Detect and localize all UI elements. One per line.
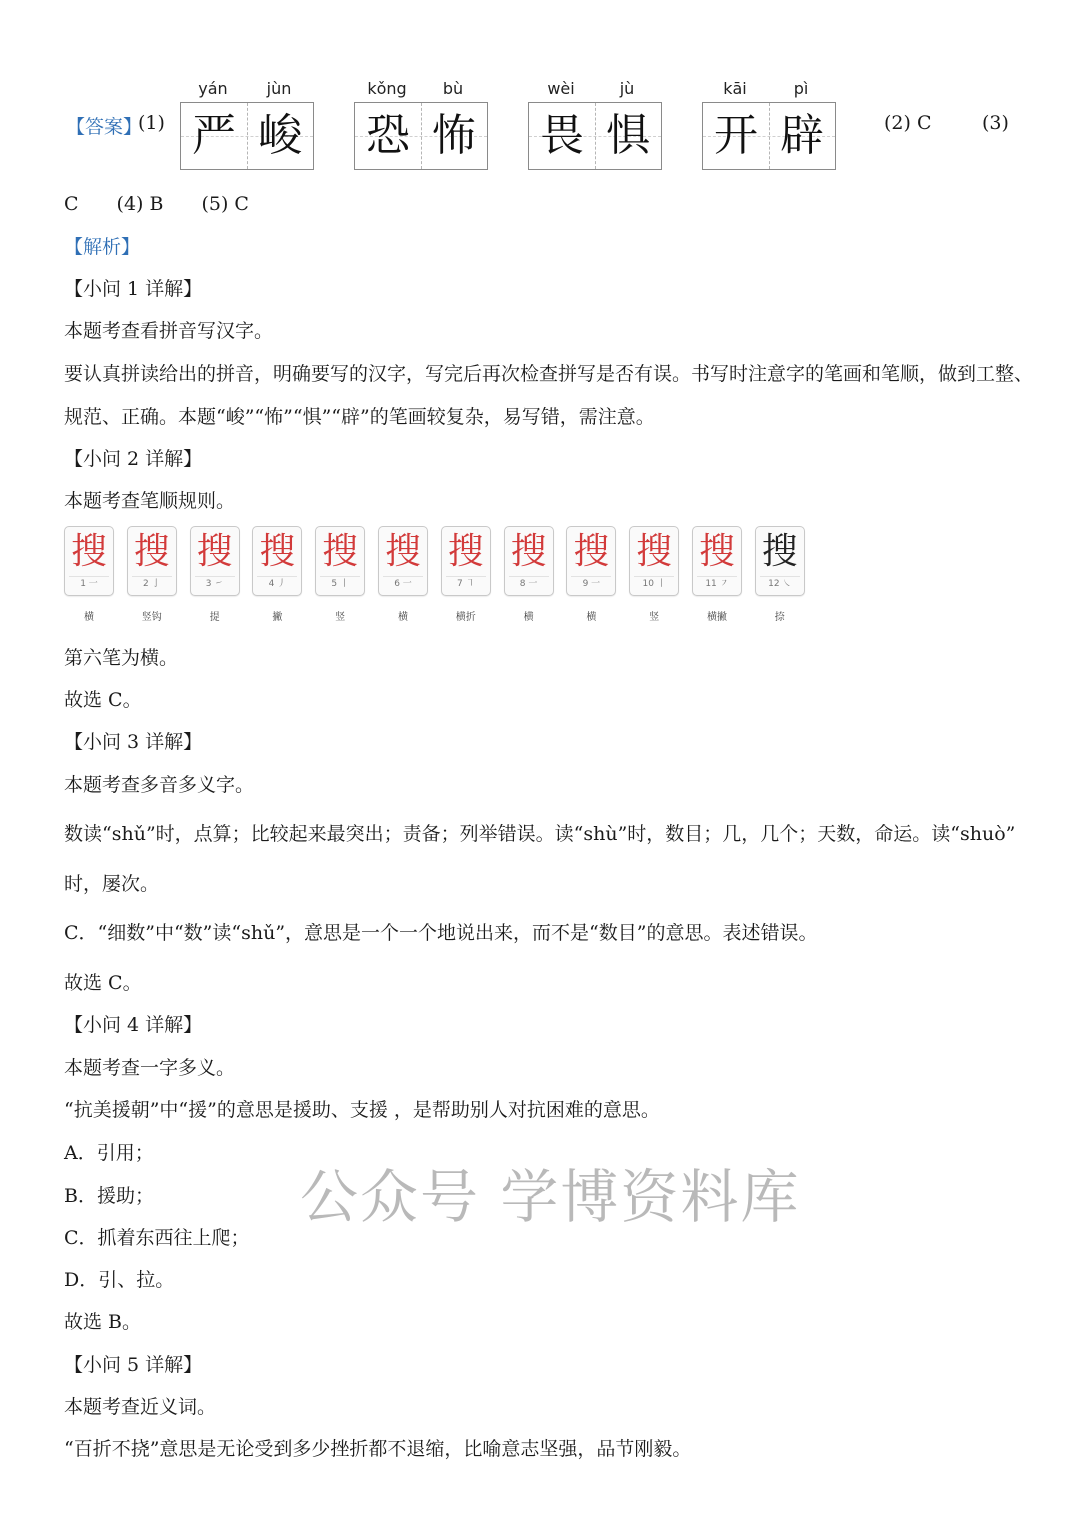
- stroke-name: 横: [84, 612, 94, 623]
- stroke-number: 11 ㇇: [697, 576, 737, 591]
- stroke-step: [566, 526, 616, 623]
- section-5-para-1: 本题考查近义词。: [64, 1396, 217, 1418]
- stroke-step: [315, 526, 365, 623]
- stroke-step: [127, 526, 177, 623]
- section-2-para-1: 本题考查笔顺规则。: [64, 490, 236, 512]
- pinyin-label: jù: [619, 79, 635, 98]
- section-1-title: 【小问 1 详解】: [64, 278, 203, 300]
- stroke-order-chart: [64, 526, 824, 626]
- stroke-number: 6 一: [383, 576, 423, 591]
- stroke-character: 搜: [698, 531, 735, 572]
- stroke-name: 横: [398, 612, 408, 623]
- stroke-card: [64, 526, 114, 596]
- stroke-card: [566, 526, 616, 596]
- stroke-name: 横: [523, 612, 534, 623]
- section-3-para-1: 本题考查多音多义字。: [64, 774, 255, 796]
- section-5-title: 【小问 5 详解】: [64, 1354, 203, 1376]
- stroke-card: [504, 526, 554, 596]
- character-writing-box: [354, 102, 488, 170]
- stroke-character: 搜: [510, 531, 547, 572]
- stroke-card: [190, 526, 240, 596]
- stroke-name: 提: [209, 612, 220, 623]
- answer-character: 惧: [606, 110, 650, 161]
- section-1-para-2: 要认真拼读给出的拼音，明确要写的汉字，写完后再次检查拼写是否有误。书写时注意字的笔画和笔顺，做到工整、: [64, 363, 1034, 385]
- analysis-label: 【解析】: [64, 236, 141, 258]
- answer-character: 恐: [366, 110, 410, 161]
- character-writing-box: [180, 102, 314, 170]
- section-4-para-2: “抗美援朝”中“援”的意思是援助、支援 ，是帮助别人对抗困难的意思。: [64, 1099, 660, 1121]
- pinyin-label: bù: [442, 79, 464, 98]
- answer-label: 【答案】: [66, 116, 143, 138]
- stroke-card: [315, 526, 365, 596]
- stroke-number: 3 ㇀: [195, 576, 235, 591]
- stroke-step: [252, 526, 302, 623]
- stroke-name: 竖: [335, 612, 346, 623]
- section-3-answer: 故选 C。: [64, 972, 142, 994]
- stroke-number: 10 丨: [634, 576, 674, 591]
- answer-character: 畏: [540, 110, 584, 161]
- section-4-option-c: C．抓着东西往上爬；: [64, 1227, 250, 1249]
- answer-q3-label: (3): [982, 112, 1009, 134]
- stroke-character: 搜: [573, 531, 610, 572]
- stroke-character: 搜: [133, 531, 170, 572]
- stroke-character: 搜: [447, 531, 484, 572]
- stroke-number: 12 ㇏: [760, 576, 800, 591]
- stroke-number: 4 丿: [257, 576, 297, 591]
- stroke-name: 竖: [649, 612, 660, 623]
- stroke-name: 横撇: [707, 612, 727, 623]
- stroke-number: 8 一: [509, 576, 549, 591]
- stroke-name: 捺: [774, 612, 785, 623]
- pinyin-label: kāi: [723, 79, 747, 98]
- stroke-card: [441, 526, 491, 596]
- answer-q2: (2) C: [884, 112, 932, 134]
- stroke-name: 竖钩: [141, 612, 162, 623]
- answer-line-2: C (4) B (5) C: [64, 193, 249, 215]
- stroke-number: 1 一: [69, 576, 109, 591]
- pinyin-label: pì: [793, 79, 809, 98]
- answer-character: 严: [192, 110, 236, 161]
- stroke-number: 2 亅: [132, 576, 172, 591]
- stroke-step: [504, 526, 554, 623]
- stroke-card: [378, 526, 428, 596]
- section-4-option-a: A．引用；: [64, 1142, 154, 1164]
- stroke-card: [629, 526, 679, 596]
- section-3-title: 【小问 3 详解】: [64, 731, 203, 753]
- stroke-character: 搜: [322, 531, 359, 572]
- stroke-name: 横: [586, 612, 597, 623]
- pinyin-label: jùn: [266, 79, 292, 98]
- stroke-card: [127, 526, 177, 596]
- stroke-character: 搜: [70, 531, 107, 572]
- stroke-step: [629, 526, 679, 623]
- stroke-step: [378, 526, 428, 623]
- character-writing-box: [702, 102, 836, 170]
- section-4-answer: 故选 B。: [64, 1311, 142, 1333]
- stroke-number: 5 丨: [320, 576, 360, 591]
- stroke-character: 搜: [761, 531, 798, 572]
- stroke-card: [252, 526, 302, 596]
- section-4-para-1: 本题考查一字多义。: [64, 1057, 236, 1079]
- answer-character: 辟: [780, 110, 824, 161]
- stroke-character: 搜: [196, 531, 233, 572]
- stroke-step: [190, 526, 240, 623]
- section-4-title: 【小问 4 详解】: [64, 1014, 203, 1036]
- section-3-para-3: 时，屡次。: [64, 873, 160, 895]
- answer-character: 怖: [432, 110, 476, 161]
- section-1-para-3: 规范、正确。本题“峻”“怖”“惧”“辟”的笔画较复杂，易写错，需注意。: [64, 406, 655, 428]
- stroke-name: 横折: [455, 612, 476, 623]
- section-1-para-1: 本题考查看拼音写汉字。: [64, 320, 274, 342]
- stroke-card: [692, 526, 742, 596]
- section-4-option-b: B．援助；: [64, 1185, 154, 1207]
- stroke-character: 搜: [259, 531, 296, 572]
- watermark: 公众号 学博资料库: [300, 1163, 801, 1231]
- stroke-step: [441, 526, 491, 623]
- stroke-step: [692, 526, 742, 623]
- section-3-para-2: 数读“shǔ”时，点算；比较起来最突出；责备；列举错误。读“shù”时，数目；几，几个；天数，命运。读“shuò”: [64, 823, 1016, 845]
- stroke-number: 7 ㇕: [446, 576, 486, 591]
- stroke-step: [755, 526, 805, 623]
- section-3-para-4: C．“细数”中“数”读“shǔ”，意思是一个一个地说出来，而不是“数目”的意思。表述错误。: [64, 922, 818, 944]
- stroke-step: [64, 526, 114, 623]
- pinyin-label: yán: [198, 79, 228, 98]
- stroke-number: 9 一: [571, 576, 611, 591]
- pinyin-label: kǒng: [367, 79, 407, 98]
- section-4-option-d: D．引、拉。: [64, 1269, 175, 1291]
- pinyin-label: wèi: [547, 79, 575, 98]
- section-2-para-2: 第六笔为横。: [64, 647, 179, 669]
- answer-character: 开: [714, 110, 758, 161]
- character-writing-box: [528, 102, 662, 170]
- stroke-character: 搜: [636, 531, 673, 572]
- section-5-para-2: “百折不挠”意思是无论受到多少挫折都不退缩，比喻意志坚强，品节刚毅。: [64, 1438, 692, 1460]
- stroke-name: 撇: [272, 612, 283, 623]
- answer-q1-label: (1): [138, 112, 165, 134]
- section-2-title: 【小问 2 详解】: [64, 448, 203, 470]
- stroke-character: 搜: [384, 531, 421, 572]
- answer-character: 峻: [258, 110, 302, 161]
- section-2-answer: 故选 C。: [64, 689, 142, 711]
- stroke-card: [755, 526, 805, 596]
